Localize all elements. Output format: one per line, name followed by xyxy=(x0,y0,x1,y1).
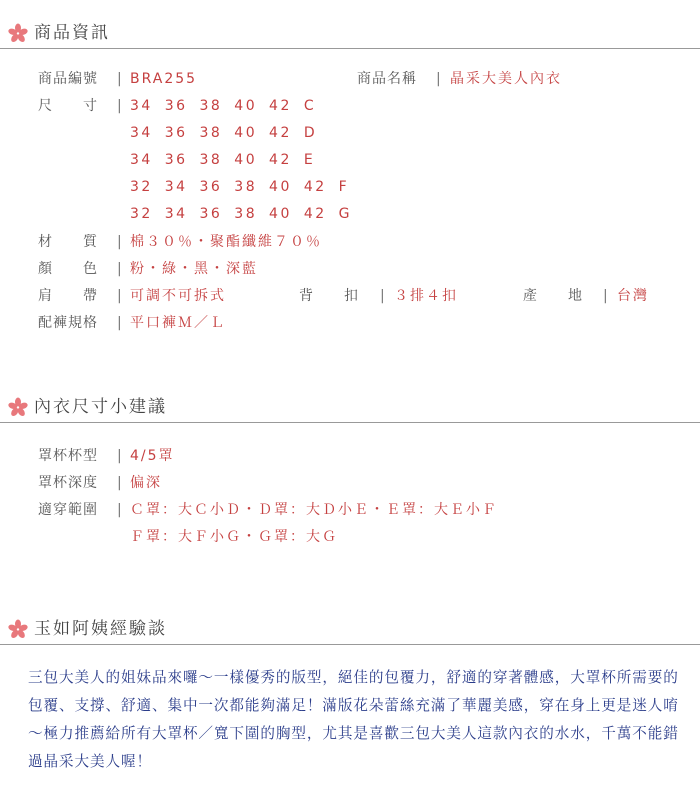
panty-value: 平口褲Ｍ／Ｌ xyxy=(130,315,226,331)
material-value: 棉３０％・聚酯纖維７０％ xyxy=(130,234,322,250)
flower-icon xyxy=(8,397,28,417)
section-divider xyxy=(0,48,700,49)
strap-value: 可調不可拆式 xyxy=(130,288,226,304)
flower-icon xyxy=(8,23,28,43)
section-title: 商品資訊 xyxy=(34,23,110,43)
product-name-label: 商品名稱 xyxy=(357,71,417,87)
material-row xyxy=(0,231,700,253)
size-row xyxy=(0,122,700,144)
origin-label: 產 地 xyxy=(523,288,583,304)
strap-label: 肩 帶 xyxy=(38,288,98,304)
cup-depth-label: 罩杯深度 xyxy=(38,475,98,491)
fit-range-value: Ｆ罩：大Ｆ小Ｇ・Ｇ罩：大Ｇ xyxy=(130,529,338,545)
cup-depth-value: 偏深 xyxy=(130,475,162,491)
separator: | xyxy=(117,288,122,304)
back-value: ３排４扣 xyxy=(394,288,458,304)
size-value: 34 36 38 40 42 E xyxy=(130,152,316,168)
size-label: 尺 寸 xyxy=(38,98,98,114)
color-row xyxy=(0,258,700,280)
separator: | xyxy=(603,288,608,304)
back-label: 背 扣 xyxy=(299,288,359,304)
separator: | xyxy=(117,315,122,331)
separator: | xyxy=(436,71,441,87)
section-title: 玉如阿姨經驗談 xyxy=(34,619,167,639)
size-value: 32 34 36 38 40 42 F xyxy=(130,179,350,195)
cup-type-row xyxy=(0,445,700,467)
fit-range-value: Ｃ罩：大Ｃ小Ｄ・Ｄ罩：大Ｄ小Ｅ・Ｅ罩：大Ｅ小Ｆ xyxy=(130,502,498,518)
origin-value: 台灣 xyxy=(617,288,649,304)
fit-range-row xyxy=(0,526,700,548)
size-row xyxy=(0,95,700,117)
color-label: 顏 色 xyxy=(38,261,98,277)
size-row xyxy=(0,176,700,198)
cup-depth-row xyxy=(0,472,700,494)
section-header-review xyxy=(0,617,700,641)
separator: | xyxy=(117,71,122,87)
material-label: 材 質 xyxy=(38,234,98,250)
section-title: 內衣尺寸小建議 xyxy=(34,397,167,417)
size-value: 32 34 36 38 40 42 G xyxy=(130,206,352,222)
panty-label: 配褲規格 xyxy=(38,315,98,331)
size-row xyxy=(0,203,700,225)
strap-back-origin-row xyxy=(0,285,700,307)
separator: | xyxy=(117,261,122,277)
product-name-value: 晶采大美人內衣 xyxy=(450,71,562,87)
separator: | xyxy=(117,502,122,518)
section-header-size-advice xyxy=(0,395,700,419)
section-header-product-info xyxy=(0,21,700,45)
color-value: 粉・綠・黑・深藍 xyxy=(130,261,258,277)
flower-icon xyxy=(8,619,28,639)
fit-range-row xyxy=(0,499,700,521)
section-divider xyxy=(0,422,700,423)
separator: | xyxy=(117,475,122,491)
review-paragraph: 三包大美人的姐妹品來囉～一樣優秀的版型，絕佳的包覆力，舒適的穿著體感，大罩杯所需要的包覆、支撐、舒適、集中一次都能夠滿足！滿版花朵蕾絲充滿了華麗美感，穿在身上更是迷人唷～極力推薦給所有大罩杯／寬下圍的胸型，尤其是喜歡三包大美人這款內衣的水水，千萬不能錯過晶采大美人喔！ xyxy=(28,669,679,770)
size-value: 34 36 38 40 42 C xyxy=(130,98,317,114)
product-code-label: 商品編號 xyxy=(38,71,98,87)
product-code-value: BRA255 xyxy=(130,71,198,87)
panty-row xyxy=(0,312,700,334)
separator: | xyxy=(117,98,122,114)
separator: | xyxy=(117,448,122,464)
section-divider xyxy=(0,644,700,645)
cup-type-value: 4/5罩 xyxy=(130,448,175,464)
separator: | xyxy=(380,288,385,304)
size-value: 34 36 38 40 42 D xyxy=(130,125,318,141)
fit-range-label: 適穿範圍 xyxy=(38,502,98,518)
separator: | xyxy=(117,234,122,250)
cup-type-label: 罩杯杯型 xyxy=(38,448,98,464)
product-code-row xyxy=(0,68,700,90)
size-row xyxy=(0,149,700,171)
